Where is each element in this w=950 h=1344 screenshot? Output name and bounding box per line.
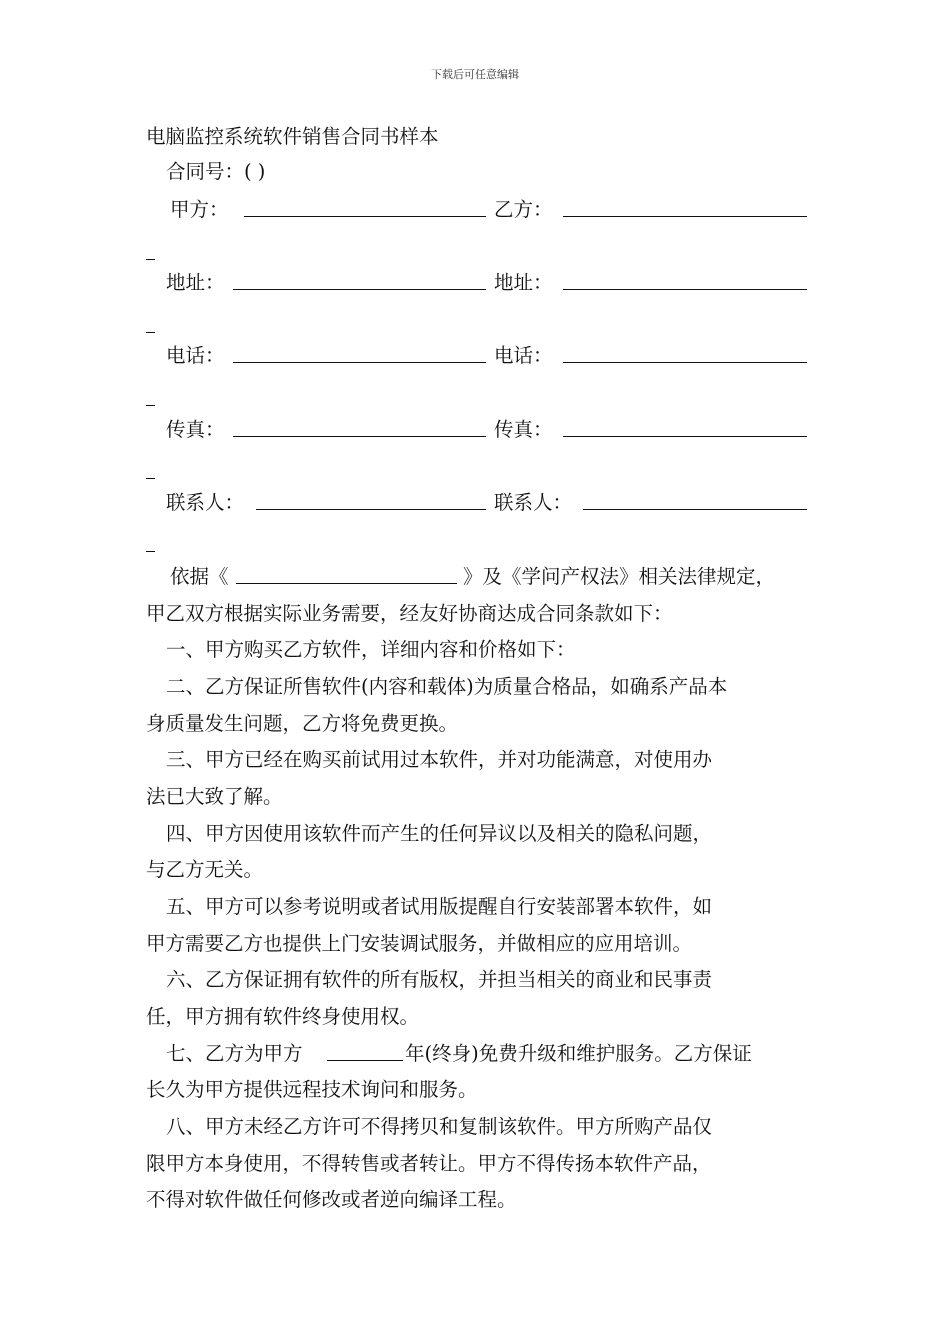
wrap-dash — [146, 259, 155, 260]
basis-suffix: 》及《学问产权法》相关法律规定， — [463, 565, 776, 588]
contact-a-blank[interactable] — [256, 491, 486, 510]
clause-7-line-2: 长久为甲方提供远程技术询问和服务。 — [146, 1078, 478, 1101]
clause-7-prefix: 七、乙方为甲方 — [166, 1042, 303, 1065]
clause-8-line-1: 八、甲方未经乙方许可不得拷贝和复制该软件。甲方所购产品仅 — [166, 1115, 713, 1138]
basis-line-2: 甲乙双方根据实际业务需要，经友好协商达成合同条款如下： — [146, 602, 673, 625]
clause-6-line-2: 任，甲方拥有软件终身使用权。 — [146, 1005, 420, 1028]
phone-b-blank[interactable] — [563, 344, 807, 363]
clause-2-line-1: 二、乙方保证所售软件(内容和载体)为质量合格品，如确系产品本 — [166, 675, 728, 698]
contact-a-label: 联系人： — [166, 491, 245, 514]
clause-8-line-3: 不得对软件做任何修改或者逆向编译工程。 — [146, 1188, 517, 1211]
phone-b-label: 电话： — [494, 344, 553, 367]
contract-number: 合同号：( ) — [166, 160, 266, 183]
clause-3-line-1: 三、甲方已经在购买前试用过本软件，并对功能满意，对使用办 — [166, 748, 713, 771]
party-b-label: 乙方： — [494, 198, 553, 221]
party-a-blank[interactable] — [244, 198, 486, 217]
document-title: 电脑监控系统软件销售合同书样本 — [146, 125, 439, 148]
clause-5-line-1: 五、甲方可以参考说明或者试用版提醒自行安装部署本软件，如 — [166, 895, 713, 918]
address-b-blank[interactable] — [563, 271, 807, 290]
fax-a-blank[interactable] — [233, 418, 486, 437]
fax-a-label: 传真： — [166, 418, 225, 441]
party-a-label: 甲方： — [170, 198, 229, 221]
clause-7-suffix: 年(终身)免费升级和维护服务。乙方保证 — [405, 1042, 752, 1065]
party-b-blank[interactable] — [563, 198, 807, 217]
clause-4-line-1: 四、甲方因使用该软件而产生的任何异议以及相关的隐私问题， — [166, 822, 713, 845]
clause-5-line-2: 甲方需要乙方也提供上门安装调试服务，并做相应的应用培训。 — [146, 932, 693, 955]
contact-b-blank[interactable] — [583, 491, 807, 510]
address-a-label: 地址： — [166, 271, 225, 294]
basis-prefix: 依据《 — [170, 565, 229, 588]
wrap-dash — [146, 551, 155, 552]
wrap-dash — [146, 332, 155, 333]
clause-4-line-2: 与乙方无关。 — [146, 858, 264, 881]
address-a-blank[interactable] — [233, 271, 486, 290]
clause-2-line-2: 身质量发生问题，乙方将免费更换。 — [146, 712, 459, 735]
contact-b-label: 联系人： — [494, 491, 573, 514]
wrap-dash — [146, 478, 155, 479]
wrap-dash — [146, 405, 155, 406]
page-header-note: 下载后可任意编辑 — [431, 68, 519, 81]
address-b-label: 地址： — [494, 271, 553, 294]
clause-3-line-2: 法已大致了解。 — [146, 785, 283, 808]
phone-a-label: 电话： — [166, 344, 225, 367]
clause-6-line-1: 六、乙方保证拥有软件的所有版权，并担当相关的商业和民事责 — [166, 968, 713, 991]
fax-b-blank[interactable] — [563, 418, 807, 437]
service-years-blank[interactable] — [327, 1042, 403, 1061]
clause-8-line-2: 限甲方本身使用，不得转售或者转让。甲方不得传扬本软件产品， — [146, 1152, 712, 1175]
phone-a-blank[interactable] — [233, 344, 486, 363]
fax-b-label: 传真： — [494, 418, 553, 441]
clause-1: 一、甲方购买乙方软件，详细内容和价格如下： — [166, 638, 576, 661]
law-name-blank[interactable] — [236, 565, 457, 584]
